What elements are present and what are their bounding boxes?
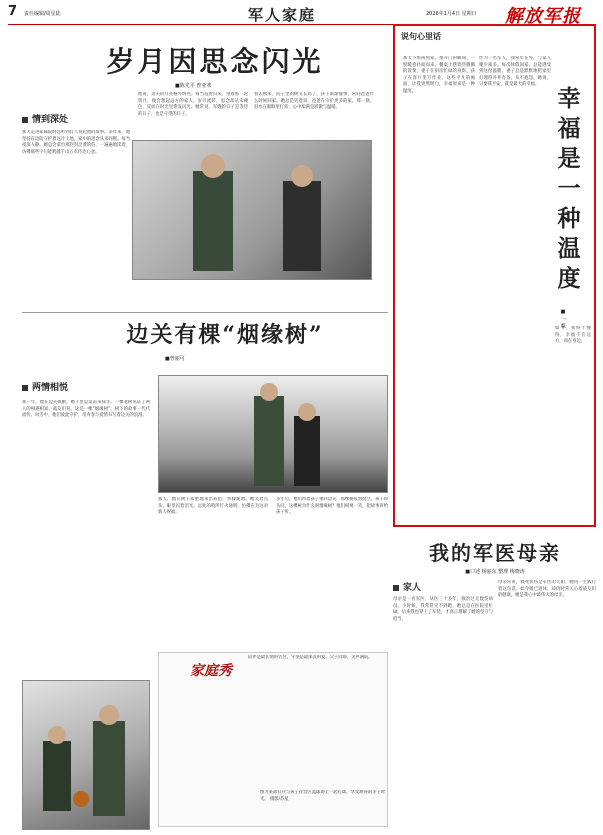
- article2-col5: 那天，他在树下郑重地拿出戒指，单膝跪地。她笑着点头，眼里闪着泪光。远处的哨所灯火通明，仿佛在为这对新人祝福。: [158, 497, 268, 516]
- article1-col3: 春去秋来，院子里的树又长高了。孩子渐渐懂事，常问爸爸什么时候回家。她总是笑着说，爸爸在守护更多的家。那一刻，泪水在眼眶里打转，心中却满是骄傲与温暖。: [254, 92, 374, 111]
- article2-byline: ■曾丽可: [165, 356, 185, 362]
- editor-credit: 责任编辑/周星陆: [24, 11, 61, 17]
- divider: [22, 312, 388, 313]
- photo-illustration: [133, 141, 372, 280]
- article1-subhead-label: 情到深处: [32, 115, 69, 125]
- article1-subhead: [22, 112, 68, 125]
- box-author: ■ 一 帆: [560, 309, 566, 329]
- article2-col4: 那一年，他在边关执勤，她千里迢迢前来探亲。一棵老树见证了两人的相遇相知。战友们说，这是一棵“烟缘树”，树下的故事一代代流传。风雪中，他们彼此守护，用青春与爱情书写着边关的浪漫。: [22, 400, 150, 419]
- issue-date: 2026年1月4日 星期日: [426, 11, 477, 17]
- family-show-caption: 图为某部官兵与孩子在营区篮球场上一起打球，享受难得的亲子时光。 摄影/苏星: [260, 790, 385, 802]
- article3-subhead: [393, 580, 493, 593]
- article3-col7: [393, 580, 493, 830]
- masthead-logo: 解放军报: [505, 6, 581, 27]
- article2-title: 边关有棵“烟缘树”: [126, 322, 324, 348]
- article2-photo: [158, 375, 388, 493]
- article3-col7-text: 母亲是一名军医，从医三十多年，救治过无数伤病员。小时候，我常常见不到她，她总是在医院里忙碌。后来我也穿上了军装，才真正理解了她的坚守与担当。: [393, 597, 493, 622]
- family-show-poem: 陪伴是最长情的告白，守望是最深沉的爱。父子同场，笑声满院。: [248, 655, 373, 660]
- bullet-icon: [393, 585, 399, 591]
- section-title: 军人家庭: [248, 6, 317, 24]
- page-number: 7: [8, 4, 18, 19]
- article3-byline: ■口述 杨丽东 整理 梅晓涛: [465, 569, 525, 575]
- page-header: [8, 3, 596, 25]
- article1-col2: 他说，边关的月亮格外明亮。每当巡逻归来，望着那一轮明月，便会想起远方的家人。岁月流转，思念却从未褪色，反而在时光里愈发闪光。她常说，军嫂的日子是等待的日子，也是守望的日子。: [138, 92, 248, 117]
- photo-illustration: [23, 681, 151, 831]
- article2-subhead-label: 两情相悦: [32, 383, 69, 393]
- article1-col1: 那天走进家属院时总听到有人说起他的故事。多年来，他坚持在边防守护着这片土地，家中的思念从未间断。每当夜深人静，她总会拿出那封封泛黄的信，一遍遍地读着，仿佛那些字句能跨越千山万水传达心意。: [22, 130, 130, 155]
- article3-col8: 母亲常说，救死扶伤是军医的天职。她用一生践行着这句话。如今她已退休，却仍时常关心着战友们的健康。她是我心中最伟大的母亲。: [498, 580, 596, 599]
- article1-title: 岁月因思念闪光: [106, 45, 324, 78]
- family-show-photo: [22, 680, 150, 830]
- box-header: 说句心里话: [401, 32, 441, 41]
- article2-col6: 多年后，他们带着孩子重回边关，那棵树依然挺立。孩子仰头问，这棵树为什么叫烟缘树？他们相视一笑，把故事讲给孩子听。: [276, 497, 388, 516]
- bullet-icon: [22, 385, 28, 391]
- article1-photo: [132, 140, 372, 280]
- article1-byline: ■陈光平 曾亚欢: [175, 83, 212, 89]
- article3-title: 我的军医母亲: [429, 541, 561, 565]
- article3-subhead-label: 家人: [403, 583, 422, 593]
- family-show-label: 家庭秀: [190, 663, 232, 679]
- article2-subhead: [22, 380, 68, 393]
- box-col3: 如今，我终于懂得，幸福不在远方，而在身边。: [555, 326, 591, 345]
- box-title: 幸福是一种温度: [557, 85, 581, 292]
- bullet-icon: [22, 117, 28, 123]
- box-col2: 作为一名军人，我常年在外，与家人聚少离多。每次休假回家，总能感受到这份温暖。妻子总是默默地把家里打理得井井有条，从不抱怨。她说，只要我平安，就是最大的幸福。: [479, 56, 551, 88]
- box-col1: 那天下班回到家，推开门的瞬间，一股暖意扑面而来。餐桌上摆着热腾腾的饭菜，妻子在厨房忙碌的身影，孩子在客厅里写作业。这些平凡的画面，让我突然明白，幸福原来是一种温度。: [403, 56, 475, 94]
- photo-illustration: [159, 376, 389, 494]
- featured-essay-box: [393, 24, 596, 527]
